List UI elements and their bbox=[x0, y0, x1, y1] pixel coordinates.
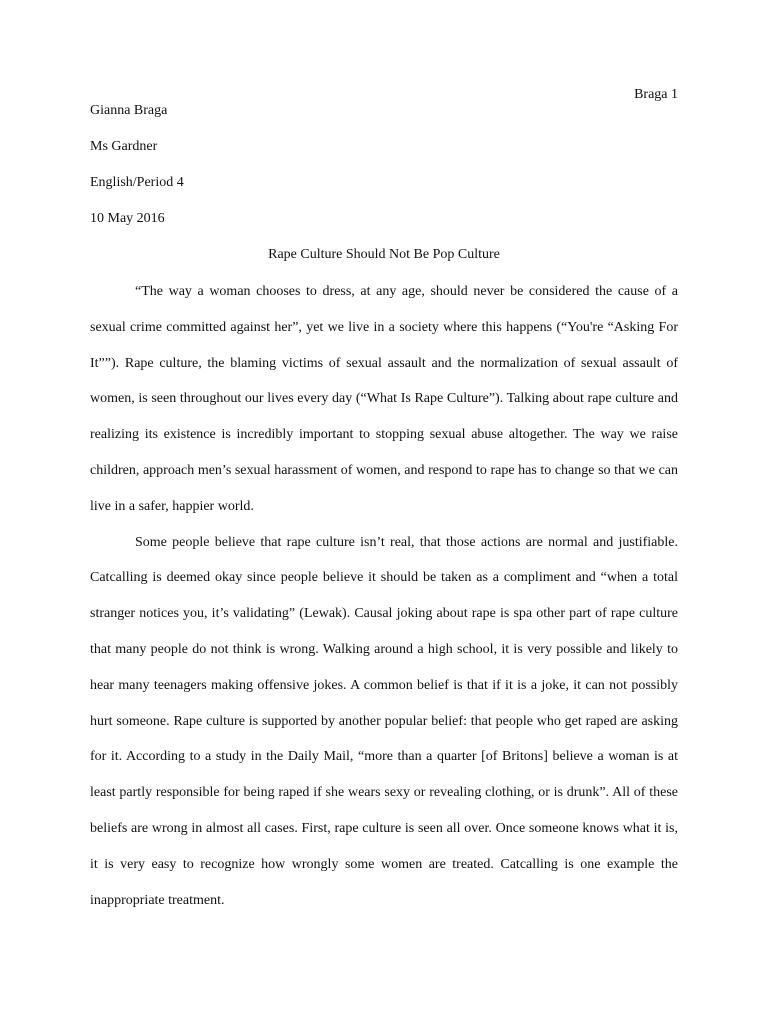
page-header-number: Braga 1 bbox=[634, 87, 678, 102]
essay-date: 10 May 2016 bbox=[90, 211, 165, 226]
essay-title: Rape Culture Should Not Be Pop Culture bbox=[268, 247, 500, 262]
author-name: Gianna Braga bbox=[90, 103, 168, 118]
paragraph-1: “The way a woman chooses to dress, at any age, should never be considered the cause of a sexual crime committed against her”, yet we live in a society where this happens (“You're “Asking For It””). Rape culture, the blaming victims of sexual assault and the normalization of sexual assault of women, is seen throughout our lives every day (“What Is Rape Culture”). Talking about rape culture and realizing its existence is incredibly important to stopping sexual abuse altogether. The way we raise children, approach men’s sexual harassment of women, and respond to rape has to change so that we can live in a safer, happier world. bbox=[90, 284, 678, 514]
paragraph-2: Some people believe that rape culture isn’t real, that those actions are normal and justifiable. Catcalling is deemed okay since people believe it should be taken as a compliment and “when a total stranger notices you, it’s validating” (Lewak). Causal joking about rape is spa other part of rape culture that many people do not think is wrong. Walking around a high school, it is very possible and likely to hear many teenagers making offensive jokes. A common belief is that if it is a joke, it can not possibly hurt someone. Rape culture is supported by another popular belief: that people who get raped are asking for it. According to a study in the Daily Mail, “more than a quarter [of Britons] believe a woman is at least partly responsible for being raped if she wears sexy or revealing clothing, or is drunk”. All of these beliefs are wrong in almost all cases. First, rape culture is seen all over. Once someone knows what it is, it is very easy to recognize how wrongly some women are treated. Catcalling is one example the inappropriate treatment. bbox=[90, 534, 678, 908]
mla-heading bbox=[90, 102, 678, 918]
class-period: English/Period 4 bbox=[90, 175, 184, 190]
essay-body bbox=[90, 274, 678, 918]
teacher-name: Ms Gardner bbox=[90, 139, 158, 154]
